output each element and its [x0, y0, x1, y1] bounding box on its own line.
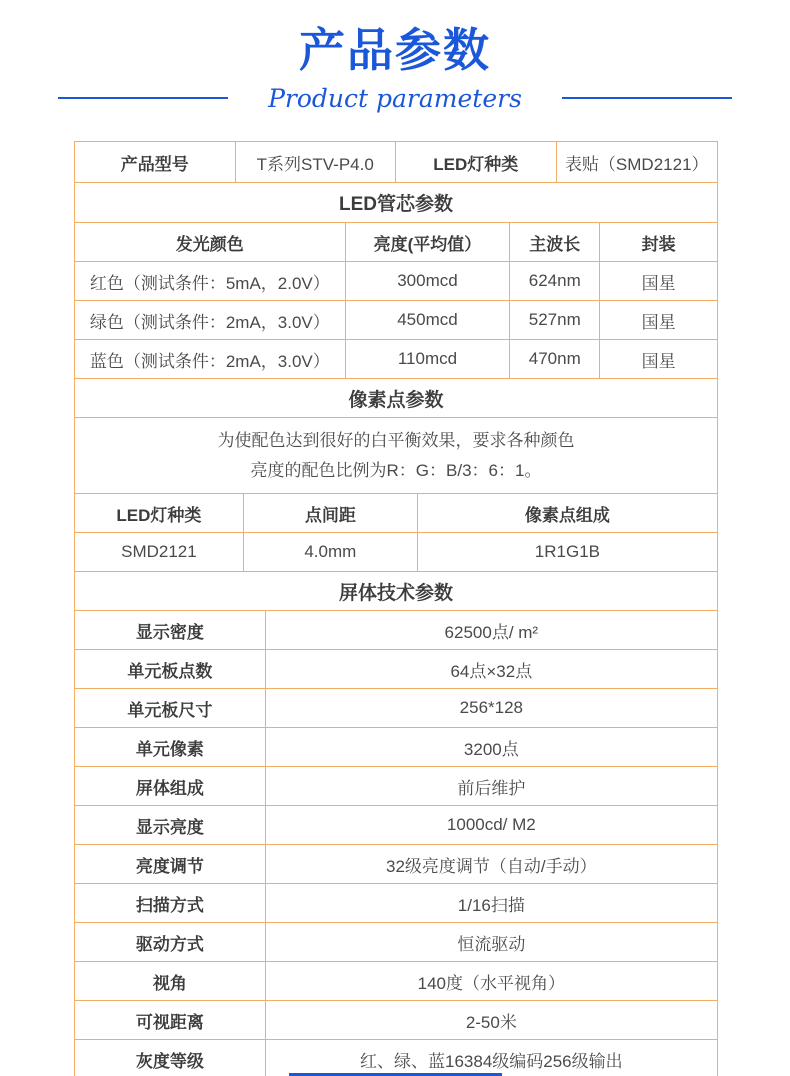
- tech-value: 64点×32点: [450, 661, 533, 681]
- tech-label: 可视距离: [75, 1001, 266, 1039]
- spec-table: [74, 141, 718, 1076]
- tech-label: 单元板尺寸: [75, 689, 266, 727]
- green-condition: 绿色（测试条件：2mA，3.0V）: [75, 301, 346, 339]
- note-line-2: 亮度的配色比例为R：G：B/3：6：1。: [250, 460, 542, 480]
- tech-row-brightness-adjust: [75, 844, 717, 883]
- red-package: 国星: [641, 273, 676, 293]
- tech-label: 单元像素: [75, 728, 266, 766]
- pixel-note-row: [75, 417, 717, 493]
- pixel-section-title: 像素点参数: [348, 389, 444, 411]
- tech-value: 红、绿、蓝16384级编码256级输出: [360, 1051, 623, 1071]
- pitch-value: 4.0mm: [244, 533, 418, 571]
- tech-label: 显示密度: [75, 611, 266, 649]
- green-brightness: 450mcd: [346, 301, 511, 339]
- tech-label: 灰度等级: [75, 1040, 266, 1076]
- tech-label: 单元板点数: [75, 650, 266, 688]
- product-model-value: T系列STV-P4.0: [236, 142, 397, 182]
- pixel-value-row: [75, 532, 717, 571]
- tech-row-composition: [75, 766, 717, 805]
- tech-value: 前后维护: [457, 778, 526, 798]
- led-row-blue: [75, 339, 717, 378]
- tech-section-title-row: [75, 571, 717, 610]
- tech-label: 视角: [75, 962, 266, 1000]
- tech-value: 32级亮度调节（自动/手动）: [386, 856, 597, 876]
- white-balance-note: [75, 418, 717, 493]
- tech-row-drive-mode: [75, 922, 717, 961]
- col-header-package: 封装: [641, 234, 676, 254]
- note-line-1: 为使配色达到很好的白平衡效果，要求各种颜色: [217, 430, 575, 450]
- tech-row-module-dots: [75, 649, 717, 688]
- tech-section-title: 屏体技术参数: [338, 582, 453, 604]
- led-section-title-row: [75, 182, 717, 222]
- tech-row-density: [75, 610, 717, 649]
- tech-value: 256*128: [459, 698, 523, 717]
- tech-row-scan-mode: [75, 883, 717, 922]
- tech-row-view-angle: [75, 961, 717, 1000]
- tech-label: 亮度调节: [75, 845, 266, 883]
- pixel-header-row: [75, 493, 717, 532]
- led-section-title: LED管芯参数: [338, 194, 453, 215]
- tech-row-view-distance: [75, 1000, 717, 1039]
- tech-label: 屏体组成: [75, 767, 266, 805]
- tech-value: 恒流驱动: [457, 934, 526, 954]
- tech-value: 1000cd/ M2: [446, 815, 536, 834]
- subtitle-row: [0, 83, 790, 113]
- pixel-config-value: 1R1G1B: [534, 542, 600, 561]
- tech-value: 2-50米: [465, 1012, 517, 1032]
- tech-row-gray-level: [75, 1039, 717, 1076]
- divider-line-left: [58, 97, 228, 99]
- pixel-section-title-row: [75, 378, 717, 417]
- led-type-value: 表贴（SMD2121）: [564, 154, 709, 174]
- col-header-led-type: LED灯种类: [75, 494, 244, 532]
- page-header: [0, 0, 790, 113]
- led-header-row: [75, 222, 717, 261]
- blue-brightness: 110mcd: [346, 340, 511, 378]
- product-model-label: 产品型号: [75, 142, 236, 182]
- red-condition: 红色（测试条件：5mA，2.0V）: [75, 262, 346, 300]
- page-subtitle: Product parameters: [268, 83, 522, 113]
- col-header-wavelength: 主波长: [510, 223, 600, 261]
- tech-row-module-pixels: [75, 727, 717, 766]
- green-wavelength: 527nm: [510, 301, 600, 339]
- col-header-pixel-config: 像素点组成: [524, 505, 610, 525]
- tech-label: 驱动方式: [75, 923, 266, 961]
- col-header-pitch: 点间距: [244, 494, 418, 532]
- blue-condition: 蓝色（测试条件：2mA，3.0V）: [75, 340, 346, 378]
- col-header-color: 发光颜色: [75, 223, 346, 261]
- tech-row-brightness: [75, 805, 717, 844]
- divider-line-right: [562, 97, 732, 99]
- led-type-smd: SMD2121: [75, 533, 244, 571]
- tech-value: 3200点: [463, 739, 519, 759]
- red-brightness: 300mcd: [346, 262, 511, 300]
- red-wavelength: 624nm: [510, 262, 600, 300]
- col-header-brightness: 亮度(平均值）: [346, 223, 511, 261]
- green-package: 国星: [641, 312, 676, 332]
- page-title: 产品参数: [299, 24, 491, 76]
- model-row: [75, 142, 717, 182]
- tech-value: 62500点/ m²: [444, 622, 539, 642]
- led-row-red: [75, 261, 717, 300]
- tech-value: 140度（水平视角）: [417, 973, 566, 993]
- led-row-green: [75, 300, 717, 339]
- tech-value: 1/16扫描: [457, 895, 525, 915]
- tech-label: 扫描方式: [75, 884, 266, 922]
- blue-package: 国星: [641, 351, 676, 371]
- tech-row-module-size: [75, 688, 717, 727]
- tech-label: 显示亮度: [75, 806, 266, 844]
- blue-wavelength: 470nm: [510, 340, 600, 378]
- led-type-label: LED灯种类: [396, 142, 557, 182]
